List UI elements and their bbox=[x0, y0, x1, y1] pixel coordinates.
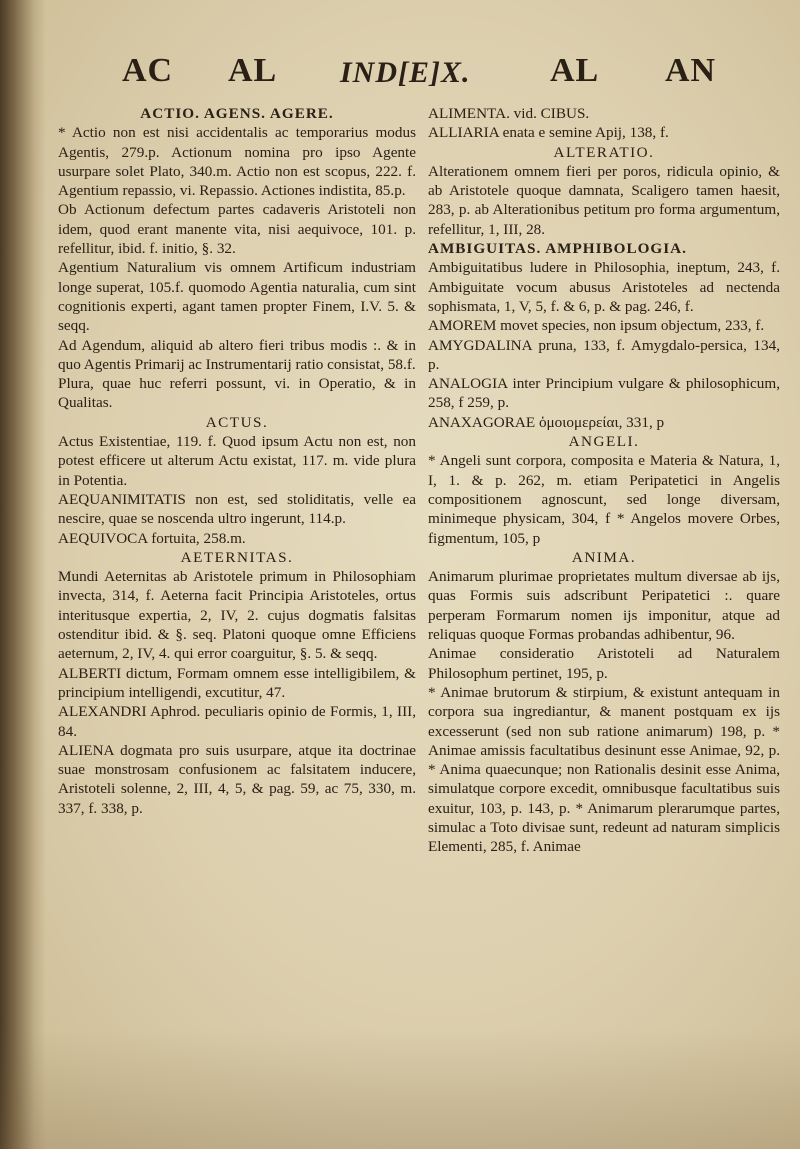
index-entry: ALEXANDRI Aphrod. peculiaris opinio de Formis, 1, III, 84. bbox=[58, 703, 416, 740]
index-entry: AEQUIVOCA fortuita, 258.m. bbox=[58, 529, 246, 547]
index-heading: AMBIGUITAS. AMPHIBOLOGIA. bbox=[428, 240, 687, 258]
index-entry: ALIENA dogmata pro suis usurpare, atque ita doctrinae suae monstrosam confusionem ac falsitatem inducere, Aristoteli solenne, 2, III, 4, 5, & pag. 59, ac 75, 330, m. 337, f. 338, p. bbox=[58, 741, 416, 817]
index-entry: AMOREM movet species, non ipsum objectum, 233, f. bbox=[428, 317, 765, 335]
index-entry: Ambiguitatibus ludere in Philosophia, ineptum, 243, f. Ambiguitate vocum abusus Aristoteles ad nectenda sophismata, 1, V, 5, f. & 6, p. & pag. 246, f. bbox=[428, 259, 780, 315]
running-head-word: AL bbox=[228, 52, 278, 89]
index-entry: Animarum plurimae proprietates multum diversae ab ijs, quas Formis suis adscribunt Peripatetici :. quare perperam Formarum nomen ijs imponitur, atque ad reliquas quoque Formas probandas adhibentur, 96. bbox=[428, 568, 780, 644]
index-entry: Animae consideratio Aristoteli ad Naturalem Philosophum pertinet, 195, p. bbox=[428, 645, 780, 682]
index-entry: * Animae brutorum & stirpium, & existunt antequam in corpora sua ingrediantur, & manent postquam ex ijs excesserunt (sed non sub ratione animarum) 198, p. * Animae amissis facultatibus desinunt esse Animae, 92, p. * Anima quaecunque; non Rationalis desinit esse Anima, simulatque corpore excedit, omnibusque facultatibus suis exuitur, 103, p. 143, p. * Animarum plerarumque partes, simulac a Toto divisae sunt, redeunt ad naturam simplicis Elementi, 285, f. Animae bbox=[428, 683, 780, 856]
index-entry: Alterationem omnem fieri per poros, ridicula opinio, & ab Aristotele quoque damnata, Scaligero tamen haesit, 283, p. ab Alterationibus petitum pro forma argumentum, refellitur, 1, III, 28. bbox=[428, 162, 780, 238]
index-entry: AMYGDALINA pruna, 133, f. Amygdalo-persica, 134, p. bbox=[428, 336, 780, 373]
index-heading: ANIMA. bbox=[571, 548, 637, 566]
index-heading: ALTERATIO. bbox=[553, 143, 655, 161]
index-entry: ANAXAGORAE ὁμοιομερείαι, 331, p bbox=[428, 413, 665, 431]
index-entry: Actus Existentiae, 119. f. Quod ipsum Actu non est, non potest efficere ut alterum Actu existat, 117. m. vide plura in Potentia. bbox=[58, 433, 416, 489]
running-head-word: AL bbox=[550, 52, 600, 89]
index-entry: ALIMENTA. vid. CIBUS. bbox=[428, 105, 590, 122]
index-entry: Ob Actionum defectum partes cadaveris Aristoteli non idem, quod erant manente vita, nisi aequivoce, 101. p. refellitur, ibid. f. initio, §. 32. bbox=[58, 201, 416, 258]
index-heading: ACTUS. bbox=[205, 413, 269, 431]
index-entry: Agentium Naturalium vis omnem Artificum industriam longe superat, 105.f. quomodo Agentia naturalia, cum sint cognitionis experti, agant tamen propter Finem, I.V. 5. & seqq. bbox=[58, 259, 416, 335]
index-heading: ACTIO. AGENS. AGERE. bbox=[140, 105, 334, 122]
index-entry: AEQUANIMITATIS non est, sed stoliditatis, velle ea nescire, quae se noscenda ultro ingerunt, 114.p. bbox=[58, 490, 416, 528]
page-bottom-shading bbox=[0, 1029, 800, 1149]
index-heading: ANGELI. bbox=[568, 433, 640, 451]
index-entry: Ad Agendum, aliquid ab altero fieri tribus modis :. & in quo Agentis Primarij ac Instrumentarij ratio consistat, 58.f. bbox=[58, 336, 416, 373]
index-heading: AETERNITAS. bbox=[180, 548, 294, 566]
running-head-word: AN bbox=[665, 52, 717, 89]
index-entry: * Angeli sunt corpora, composita e Materia & Natura, 1, I, 1. & p. 262, m. etiam Peripatetici in Angelis compositionem agnoscunt, sed longe diversam, minimeque physicam, 304, f * Angelos movere Orbes, figmentum, 105, p bbox=[428, 452, 780, 547]
left-column bbox=[58, 104, 416, 818]
running-head-title: IND[E]X. bbox=[340, 56, 471, 89]
index-entry: * Actio non est nisi accidentalis ac temporarius modus Agentis, 279.p. Actionum nomina pro ipso Agente usurpare solet Plato, 340.m. Actio non est scopus, 222. f. Agentium repassio, vi. Repassio. Actiones indistita, 85.p. bbox=[58, 124, 416, 200]
running-head bbox=[110, 52, 750, 96]
right-column bbox=[428, 104, 780, 857]
index-entry: Plura, quae huc referri possunt, vi. in Operatio, & in Qualitas. bbox=[58, 375, 416, 412]
index-entry: ALBERTI dictum, Formam omnem esse intelligibilem, & principium intelligendi, excutitur, 47. bbox=[58, 664, 416, 701]
index-entry: ANALOGIA inter Principium vulgare & philosophicum, 258, f 259, p. bbox=[428, 375, 780, 412]
running-head-word: AC bbox=[122, 52, 174, 89]
page-gutter-shadow bbox=[0, 0, 46, 1149]
index-entry: Mundi Aeternitas ab Aristotele primum in Philosophiam invecta, 314, f. Aeterna facit Principia Aristoteles, ortus interitusque expertia, 2, IV, 2. cujus dogmatis falsitas ostenditur ibid. & §. seq. Platoni quoque omne Efficiens aeternum, 2, IV, 4. qui error coarguitur, §. 5. & seqq. bbox=[58, 568, 416, 663]
index-entry: ALLIARIA enata e semine Apij, 138, f. bbox=[428, 124, 669, 142]
